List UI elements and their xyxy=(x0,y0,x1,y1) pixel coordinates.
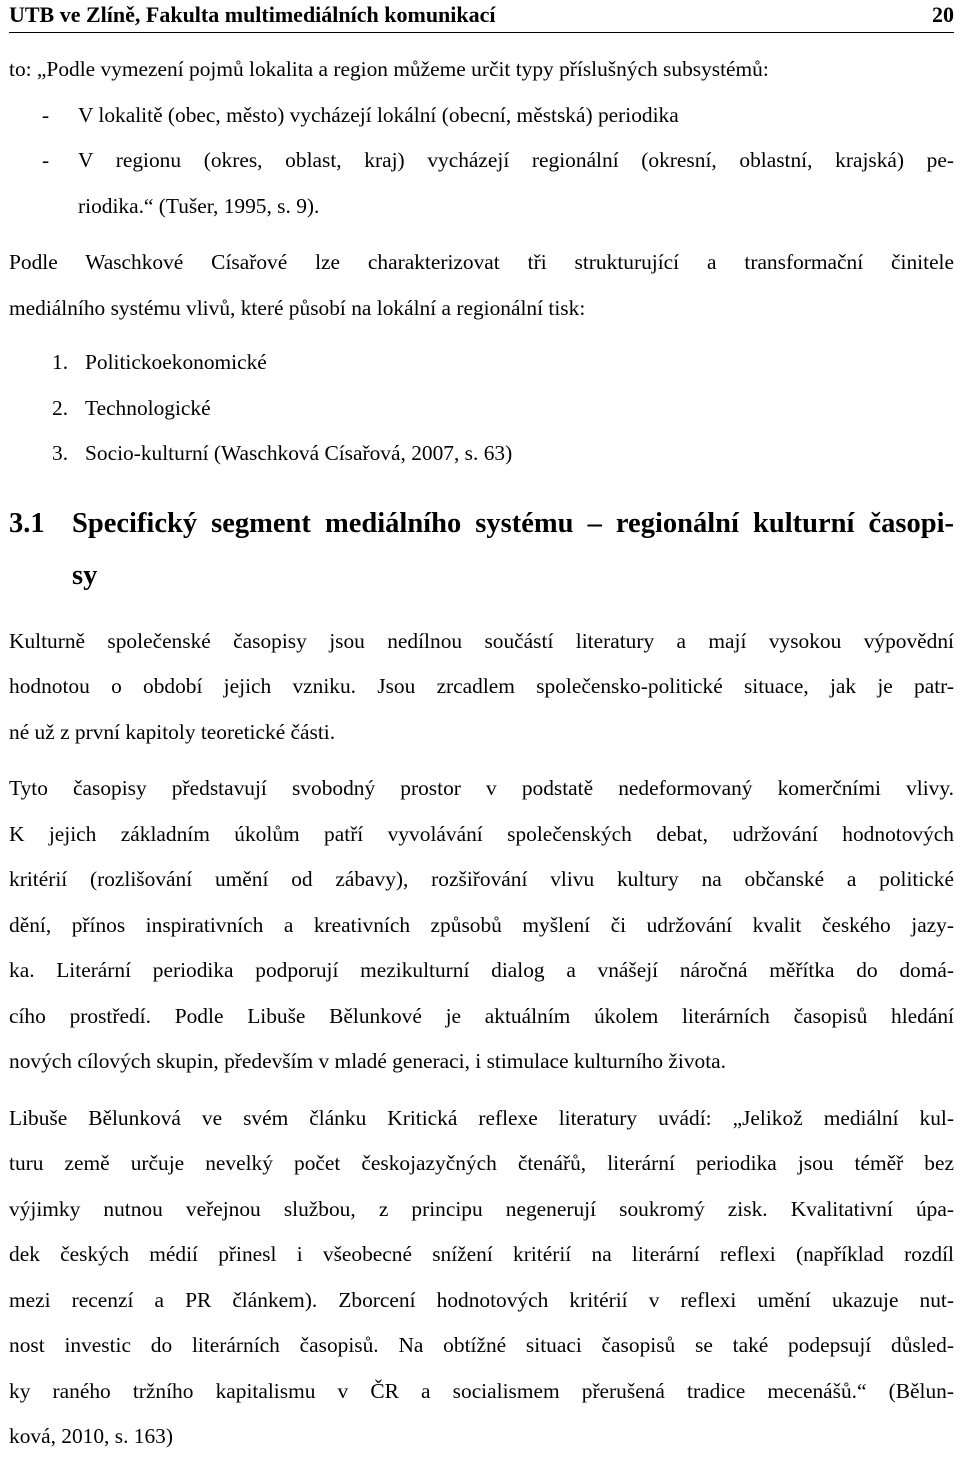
paragraph-factors xyxy=(9,240,954,331)
text-line: riodika.“ (Tušer, 1995, s. 9). xyxy=(78,193,320,218)
section-heading xyxy=(9,498,954,602)
paragraph-1 xyxy=(9,619,954,756)
list-item xyxy=(9,386,954,432)
text-line: Kulturně společenské časopisy jsou nedílnou součástí literatury a mají vysokou výpovědní xyxy=(9,628,954,653)
list-text: Politickoekonomické xyxy=(85,350,267,374)
list-dash: - xyxy=(42,102,50,127)
list-item xyxy=(9,93,954,139)
text-line: Libuše Bělunková ve svém článku Kritická reflexe literatury uvádí: „Jelikož mediální kul- xyxy=(9,1105,954,1130)
text-line: V lokalitě (obec, město) vycházejí lokální (obecní, městská) periodika xyxy=(78,102,679,127)
text-line: né už z první kapitoly teoretické části. xyxy=(9,719,336,744)
list-dash: - xyxy=(42,148,50,172)
document-page xyxy=(9,0,954,1460)
text-line: hodnotou o období jejich vzniku. Jsou zrcadlem společensko-politické situace, jak je patr- xyxy=(9,674,954,698)
text-line: ky raného tržního kapitalismu v ČR a socialismem přerušená tradice mecenášů.“ (Bělun- xyxy=(9,1378,954,1403)
text-line: to: „Podle vymezení pojmů lokalita a region můžeme určit typy příslušných subsystémů: xyxy=(9,57,769,81)
text-line: turu země určuje nevelký počet českojazyčných čtenářů, literární periodika jsou téměř bez xyxy=(9,1151,954,1175)
list-number: 2. xyxy=(52,395,69,420)
page-number: 20 xyxy=(932,2,954,27)
subsystem-list xyxy=(9,93,954,230)
text-line: K jejich základním úkolům patří vyvolávání společenských debat, udržování hodnotových xyxy=(9,821,954,846)
paragraph-3 xyxy=(9,1096,954,1460)
heading-line: Specifický segment mediálního systému – regionální kulturní časopi- xyxy=(72,507,954,539)
text-line: dek českých médií přinesl i všeobecné snížení kritérií na literární reflexi (například rozdíl xyxy=(9,1242,954,1266)
text-line: mediálního systému vlivů, které působí na lokální a regionální tisk: xyxy=(9,295,586,320)
text-line: nových cílových skupin, především v mladé generaci, i stimulace kulturního života. xyxy=(9,1049,726,1073)
list-text: Technologické xyxy=(85,395,211,420)
text-line: Podle Waschkové Císařové lze charakterizovat tři strukturující a transformační činitele xyxy=(9,250,954,274)
list-item xyxy=(9,340,954,386)
text-line: ka. Literární periodika podporují mezikulturní dialog a vnášejí náročná měřítka do domá- xyxy=(9,958,954,982)
list-number: 1. xyxy=(52,350,69,374)
intro-line xyxy=(9,47,954,93)
header-title: UTB ve Zlíně, Fakulta multimediálních komunikací xyxy=(9,2,496,27)
heading-line: sy xyxy=(72,559,98,591)
list-item xyxy=(9,431,954,477)
text-line: dění, přínos inspirativních a kreativních způsobů myšlení či udržování kvalit českého jazy- xyxy=(9,912,954,937)
text-line: ková, 2010, s. 163) xyxy=(9,1424,173,1448)
text-line: kritérií (rozlišování umění od zábavy), rozšiřování vlivu kultury na občanské a politické xyxy=(9,867,954,891)
text-line: mezi recenzí a PR článkem). Zborcení hodnotových kritérií v reflexi umění ukazuje nut- xyxy=(9,1287,954,1312)
running-header xyxy=(9,0,954,33)
text-line: výjimky nutnou veřejnou službou, z principu negenerují soukromý zisk. Kvalitativní úpa- xyxy=(9,1196,954,1221)
paragraph-2 xyxy=(9,766,954,1085)
text-line: Tyto časopisy představují svobodný prostor v podstatě nedeformovaný komerčními vlivy. xyxy=(9,776,954,800)
text-line: cího prostředí. Podle Libuše Bělunkové je aktuálním úkolem literárních časopisů hledání xyxy=(9,1003,954,1028)
list-text: Socio-kulturní (Waschková Císařová, 2007, s. 63) xyxy=(85,441,513,465)
text-line: V regionu (okres, oblast, kraj) vycházejí regionální (okresní, oblastní, krajská) pe- xyxy=(78,148,954,172)
list-item xyxy=(9,138,954,229)
factors-list xyxy=(9,340,954,477)
text-line: nost investic do literárních časopisů. Na obtížné situaci časopisů se také podepsují důsled- xyxy=(9,1333,954,1357)
section-number: 3.1 xyxy=(9,507,45,539)
list-number: 3. xyxy=(52,441,69,465)
